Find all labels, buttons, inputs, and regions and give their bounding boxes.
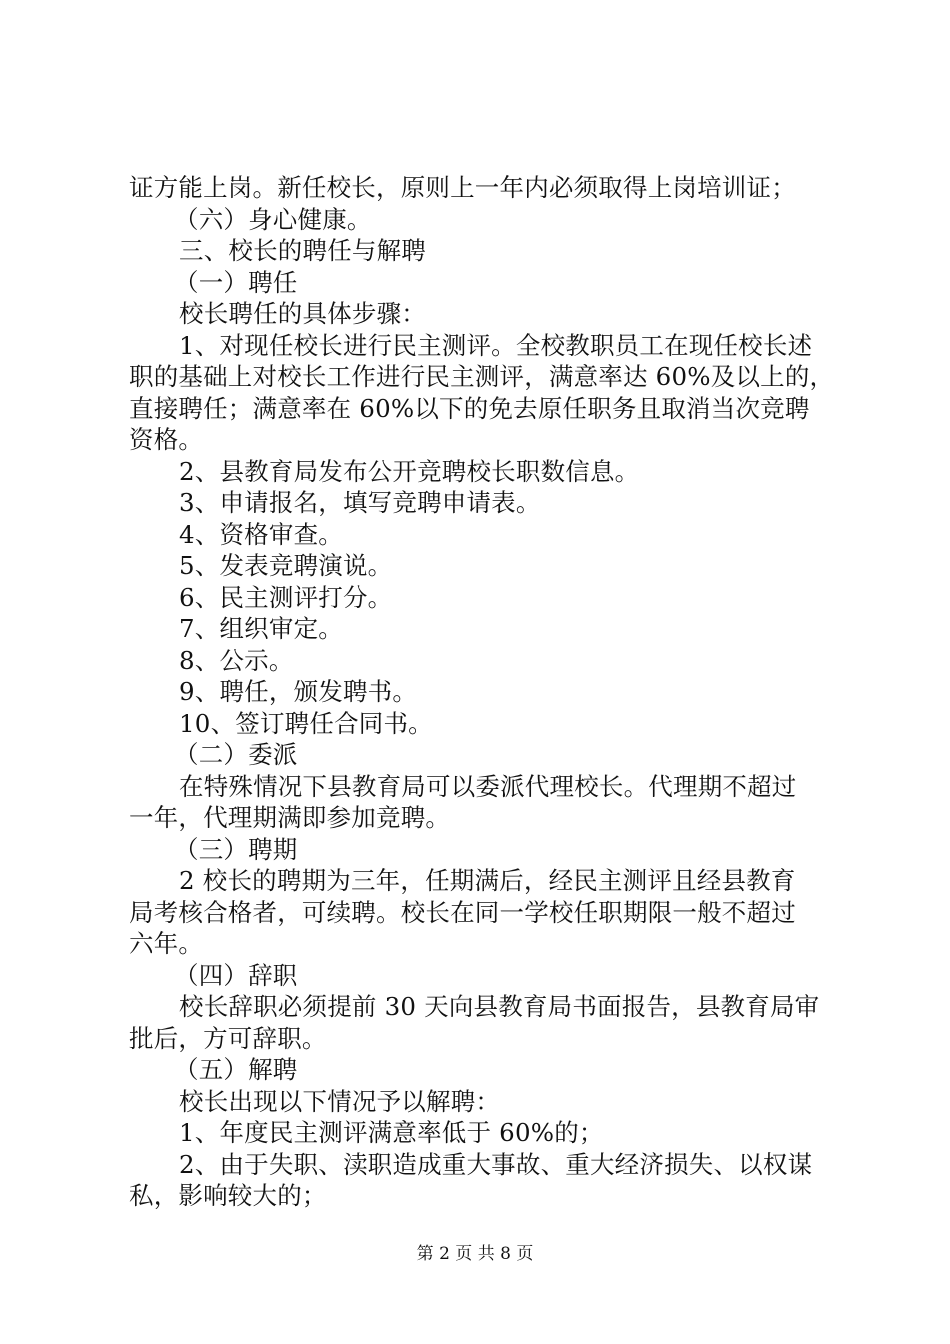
paragraph-line: 资格。 — [129, 425, 204, 454]
list-item: 8、公示。 — [179, 645, 294, 675]
document-body — [129, 172, 835, 1212]
list-item: 5、发表竞聘演说。 — [179, 551, 393, 580]
paragraph-line: 在特殊情况下县教育局可以委派代理校长。代理期不超过 — [179, 771, 797, 801]
paragraph-line: 证方能上岗。新任校长，原则上一年内必须取得上岗培训证； — [129, 173, 796, 202]
list-item: 4、资格审查。 — [179, 519, 343, 549]
section-heading: （二）委派 — [174, 740, 298, 769]
section-heading: （一）聘任 — [174, 267, 298, 297]
section-heading: （四）辞职 — [174, 960, 298, 990]
list-item: 2、由于失职、渎职造成重大事故、重大经济损失、以权谋 — [179, 1149, 813, 1179]
paragraph-line: 私，影响较大的； — [129, 1181, 327, 1210]
paragraph-line: 2 校长的聘期为三年，任期满后，经民主测评且经县教育 — [179, 866, 796, 895]
paragraph-line: 六年。 — [129, 929, 204, 958]
list-item: 6、民主测评打分。 — [179, 582, 393, 612]
section-heading: （六）身心健康。 — [174, 204, 372, 234]
paragraph-line: 局考核合格者，可续聘。校长在同一学校任职期限一般不超过 — [129, 897, 796, 927]
section-heading: （三）聘期 — [174, 834, 298, 864]
paragraph-line: 校长出现以下情况予以解聘： — [179, 1086, 501, 1116]
list-item: 10、签订聘任合同书。 — [179, 708, 433, 738]
list-item: 1、对现任校长进行民主测评。全校教职员工在现任校长述 — [179, 330, 813, 360]
list-item: 7、组织审定。 — [179, 614, 343, 643]
chapter-heading: 三、校长的聘任与解聘 — [179, 236, 426, 265]
paragraph-line: 批后，方可辞职。 — [129, 1023, 327, 1053]
list-item: 1、年度民主测评满意率低于 60%的； — [179, 1118, 604, 1147]
list-item: 2、县教育局发布公开竞聘校长职数信息。 — [179, 456, 640, 486]
paragraph-line: 职的基础上对校长工作进行民主测评，满意率达 60%及以上的， — [129, 362, 835, 391]
paragraph-line: 校长聘任的具体步骤： — [179, 299, 426, 328]
paragraph-line: 校长辞职必须提前 30 天向县教育局书面报告，县教育局审 — [179, 992, 820, 1021]
paragraph-line: 一年，代理期满即参加竞聘。 — [129, 803, 451, 832]
section-heading: （五）解聘 — [174, 1055, 298, 1084]
list-item: 9、聘任，颁发聘书。 — [179, 677, 418, 706]
paragraph-line: 直接聘任；满意率在 60%以下的免去原任职务且取消当次竞聘 — [129, 393, 810, 423]
page-number-footer: 第 2 页 共 8 页 — [416, 1244, 534, 1264]
list-item: 3、申请报名，填写竞聘申请表。 — [179, 488, 541, 517]
